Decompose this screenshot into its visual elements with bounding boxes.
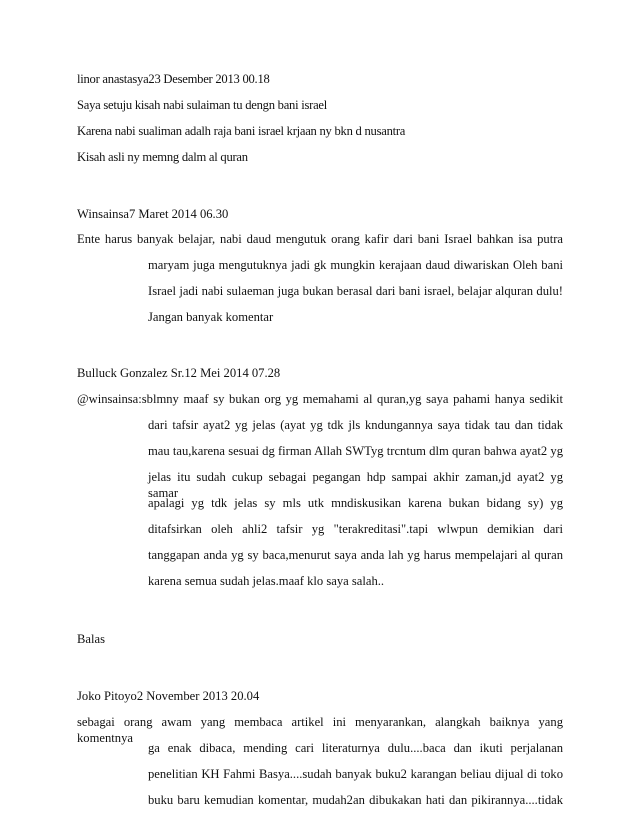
comment-3-line-7: tanggapan anda yg sy baca,menurut saya anda lah yg harus mempelajari al quran (148, 548, 563, 562)
comment-3-line-4: jelas itu sudah cukup sebagai pegangan hdp sampai akhir zaman,jd ayat2 yg samar (148, 470, 563, 500)
comment-1-header: linor anastasya23 Desember 2013 00.18 (77, 72, 270, 86)
comment-3-line-6: ditafsirkan oleh ahli2 tafsir yg "terakreditasi".tapi wlwpun demikian dari (148, 522, 563, 536)
comment-4-line-1: sebagai orang awam yang membaca artikel ini menyarankan, alangkah baiknya yang komentnya (77, 715, 563, 745)
comment-2-line-3: Israel jadi nabi sulaeman juga bukan berasal dari bani israel, belajar alquran dulu! (148, 284, 563, 298)
comment-2-header: Winsainsa7 Maret 2014 06.30 (77, 207, 229, 221)
comment-2-line-1: Ente harus banyak belajar, nabi daud mengutuk orang kafir dari bani Israel bahkan isa putra (77, 232, 563, 246)
comment-2-line-4: Jangan banyak komentar (148, 310, 274, 324)
comment-4-line-4: buku baru kemudian komentar, mudah2an dibukakan hati dan pikirannya....tidak (148, 793, 563, 807)
comment-3-line-3: mau tau,karena sesuai dg firman Allah SWTyg trcntum dlm quran bahwa ayat2 yg (148, 444, 563, 458)
reply-link[interactable]: Balas (77, 632, 105, 646)
comment-1-line-3: Kisah asli ny memng dalm al quran (77, 150, 248, 164)
comment-2-line-2: maryam juga mengutuknya jadi gk mungkin kerajaan daud diwariskan Oleh bani (148, 258, 563, 272)
comment-3-header: Bulluck Gonzalez Sr.12 Mei 2014 07.28 (77, 366, 281, 380)
comment-4-header: Joko Pitoyo2 November 2013 20.04 (77, 689, 260, 703)
comment-3-line-1: @winsainsa:sblmny maaf sy bukan org yg memahami al quran,yg saya pahami hanya sedikit (77, 392, 563, 406)
comment-1-line-2: Karena nabi sualiman adalh raja bani israel krjaan ny bkn d nusantra (77, 124, 406, 138)
comment-3-line-2: dari tafsir ayat2 yg jelas (ayat yg tdk jls kndungannya saya tidak tau dan tidak (148, 418, 563, 432)
comment-3-line-5: apalagi yg tdk jelas sy mls utk mndiskusikan karena bukan bidang sy) yg (148, 496, 563, 510)
comment-4-line-3: penelitian KH Fahmi Basya....sudah banyak buku2 karangan beliau dijual di toko (148, 767, 563, 781)
comment-3-line-8: karena semua sudah jelas.maaf klo saya salah.. (148, 574, 385, 588)
comment-4-line-2: ga enak dibaca, mending cari literaturnya dulu....baca dan ikuti perjalanan (148, 741, 563, 755)
comment-1-line-1: Saya setuju kisah nabi sulaiman tu dengn bani israel (77, 98, 328, 112)
